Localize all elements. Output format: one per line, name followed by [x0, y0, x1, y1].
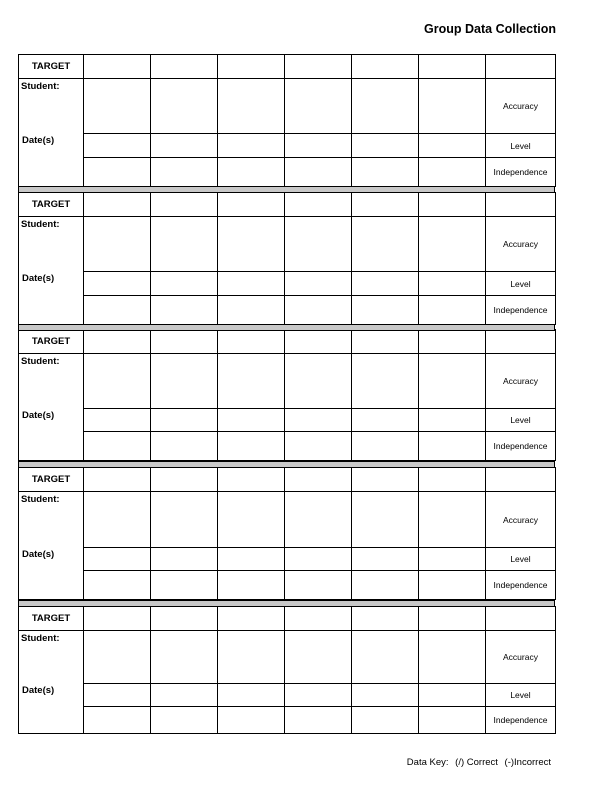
level-cell[interactable] — [419, 272, 486, 296]
accuracy-cell[interactable] — [352, 217, 419, 272]
independence-cell[interactable] — [419, 707, 486, 734]
level-cell[interactable] — [84, 409, 151, 432]
level-cell[interactable] — [352, 272, 419, 296]
accuracy-cell[interactable] — [218, 79, 285, 134]
target-cell[interactable] — [419, 330, 486, 354]
accuracy-cell[interactable] — [352, 492, 419, 548]
target-cell[interactable] — [486, 330, 556, 354]
level-cell[interactable] — [218, 134, 285, 158]
student-cell[interactable] — [19, 354, 84, 461]
independence-label: Independence — [486, 158, 556, 187]
data-key-label: Data Key: — [406, 757, 449, 768]
independence-cell[interactable] — [218, 158, 285, 187]
independence-cell[interactable] — [151, 432, 218, 461]
accuracy-cell[interactable] — [218, 492, 285, 548]
independence-cell[interactable] — [151, 158, 218, 187]
data-key — [403, 757, 551, 768]
student-label: Student: — [21, 356, 60, 367]
independence-label: Independence — [486, 707, 556, 734]
target-cell[interactable] — [151, 607, 218, 631]
target-label: TARGET — [19, 193, 84, 217]
target-cell[interactable] — [151, 468, 218, 492]
target-cell[interactable] — [151, 330, 218, 354]
target-cell[interactable] — [352, 330, 419, 354]
level-label: Level — [486, 134, 556, 158]
data-key-incorrect: (-)Incorrect — [504, 757, 551, 768]
independence-cell[interactable] — [84, 571, 151, 600]
accuracy-cell[interactable] — [218, 631, 285, 684]
dates-label: Date(s) — [22, 685, 55, 696]
accuracy-cell[interactable] — [285, 492, 352, 548]
level-cell[interactable] — [84, 272, 151, 296]
accuracy-cell[interactable] — [285, 631, 352, 684]
target-cell[interactable] — [84, 193, 151, 217]
level-label: Level — [486, 409, 556, 432]
level-cell[interactable] — [285, 684, 352, 707]
student-label: Student: — [21, 633, 60, 644]
data-key-correct: (/) Correct — [455, 757, 498, 768]
target-cell[interactable] — [419, 468, 486, 492]
level-cell[interactable] — [151, 134, 218, 158]
accuracy-cell[interactable] — [151, 631, 218, 684]
target-cell[interactable] — [218, 55, 285, 79]
target-cell[interactable] — [486, 468, 556, 492]
level-cell[interactable] — [84, 684, 151, 707]
independence-cell[interactable] — [352, 707, 419, 734]
independence-cell[interactable] — [285, 296, 352, 325]
level-cell[interactable] — [84, 134, 151, 158]
independence-cell[interactable] — [218, 432, 285, 461]
independence-cell[interactable] — [285, 707, 352, 734]
accuracy-cell[interactable] — [285, 79, 352, 134]
independence-cell[interactable] — [285, 158, 352, 187]
independence-cell[interactable] — [352, 432, 419, 461]
target-cell[interactable] — [486, 193, 556, 217]
level-cell[interactable] — [151, 272, 218, 296]
student-block — [18, 467, 555, 600]
independence-cell[interactable] — [84, 432, 151, 461]
accuracy-cell[interactable] — [419, 354, 486, 409]
target-cell[interactable] — [151, 55, 218, 79]
independence-cell[interactable] — [419, 432, 486, 461]
independence-label: Independence — [486, 296, 556, 325]
accuracy-cell[interactable] — [419, 492, 486, 548]
target-cell[interactable] — [218, 193, 285, 217]
section-divider — [18, 324, 555, 331]
level-cell[interactable] — [352, 409, 419, 432]
level-cell[interactable] — [151, 409, 218, 432]
target-label: TARGET — [19, 330, 84, 354]
level-cell[interactable] — [285, 134, 352, 158]
accuracy-cell[interactable] — [352, 354, 419, 409]
target-cell[interactable] — [84, 330, 151, 354]
target-cell[interactable] — [352, 607, 419, 631]
level-cell[interactable] — [419, 409, 486, 432]
level-cell[interactable] — [352, 548, 419, 571]
student-cell[interactable] — [19, 492, 84, 600]
student-label: Student: — [21, 219, 60, 230]
accuracy-cell[interactable] — [352, 631, 419, 684]
student-label: Student: — [21, 81, 60, 92]
target-cell[interactable] — [419, 193, 486, 217]
student-block — [18, 192, 555, 325]
level-cell[interactable] — [285, 548, 352, 571]
independence-cell[interactable] — [419, 296, 486, 325]
student-cell[interactable] — [19, 631, 84, 734]
level-cell[interactable] — [218, 684, 285, 707]
independence-cell[interactable] — [218, 707, 285, 734]
level-label: Level — [486, 272, 556, 296]
target-cell[interactable] — [419, 55, 486, 79]
target-cell[interactable] — [285, 193, 352, 217]
target-cell[interactable] — [84, 55, 151, 79]
independence-label: Independence — [486, 571, 556, 600]
target-cell[interactable] — [352, 193, 419, 217]
independence-cell[interactable] — [218, 571, 285, 600]
dates-label: Date(s) — [22, 273, 55, 284]
student-block — [18, 54, 555, 187]
level-label: Level — [486, 548, 556, 571]
section-divider — [18, 461, 555, 468]
target-cell[interactable] — [486, 55, 556, 79]
dates-label: Date(s) — [22, 549, 55, 560]
level-cell[interactable] — [285, 272, 352, 296]
accuracy-cell[interactable] — [419, 79, 486, 134]
independence-cell[interactable] — [84, 158, 151, 187]
independence-label: Independence — [486, 432, 556, 461]
accuracy-cell[interactable] — [151, 79, 218, 134]
accuracy-label: Accuracy — [486, 79, 556, 134]
independence-cell[interactable] — [151, 571, 218, 600]
target-cell[interactable] — [151, 193, 218, 217]
independence-cell[interactable] — [151, 707, 218, 734]
target-label: TARGET — [19, 55, 84, 79]
accuracy-cell[interactable] — [285, 217, 352, 272]
level-cell[interactable] — [84, 548, 151, 571]
accuracy-cell[interactable] — [151, 354, 218, 409]
accuracy-cell[interactable] — [151, 492, 218, 548]
accuracy-cell[interactable] — [285, 354, 352, 409]
target-cell[interactable] — [285, 330, 352, 354]
target-cell[interactable] — [285, 468, 352, 492]
target-cell[interactable] — [285, 607, 352, 631]
level-label: Level — [486, 684, 556, 707]
independence-cell[interactable] — [84, 707, 151, 734]
accuracy-cell[interactable] — [419, 631, 486, 684]
level-cell[interactable] — [218, 272, 285, 296]
accuracy-label: Accuracy — [486, 217, 556, 272]
level-cell[interactable] — [151, 548, 218, 571]
section-divider — [18, 186, 555, 193]
accuracy-cell[interactable] — [218, 217, 285, 272]
independence-cell[interactable] — [218, 296, 285, 325]
target-cell[interactable] — [419, 607, 486, 631]
accuracy-cell[interactable] — [84, 631, 151, 684]
target-cell[interactable] — [352, 468, 419, 492]
independence-cell[interactable] — [352, 158, 419, 187]
accuracy-label: Accuracy — [486, 354, 556, 409]
level-cell[interactable] — [285, 409, 352, 432]
page-title: Group Data Collection — [424, 22, 556, 36]
independence-cell[interactable] — [84, 296, 151, 325]
accuracy-cell[interactable] — [218, 354, 285, 409]
accuracy-cell[interactable] — [419, 217, 486, 272]
dates-label: Date(s) — [22, 410, 55, 421]
level-cell[interactable] — [151, 684, 218, 707]
student-block — [18, 329, 555, 461]
independence-cell[interactable] — [285, 571, 352, 600]
target-cell[interactable] — [218, 607, 285, 631]
target-cell[interactable] — [486, 607, 556, 631]
student-cell[interactable] — [19, 79, 84, 187]
target-cell[interactable] — [84, 468, 151, 492]
accuracy-label: Accuracy — [486, 492, 556, 548]
student-cell[interactable] — [19, 217, 84, 325]
level-cell[interactable] — [419, 134, 486, 158]
section-divider — [18, 600, 555, 607]
independence-cell[interactable] — [151, 296, 218, 325]
target-cell[interactable] — [218, 468, 285, 492]
accuracy-cell[interactable] — [151, 217, 218, 272]
accuracy-label: Accuracy — [486, 631, 556, 684]
target-cell[interactable] — [285, 55, 352, 79]
target-cell[interactable] — [352, 55, 419, 79]
level-cell[interactable] — [352, 134, 419, 158]
dates-label: Date(s) — [22, 135, 55, 146]
independence-cell[interactable] — [352, 571, 419, 600]
level-cell[interactable] — [419, 684, 486, 707]
independence-cell[interactable] — [285, 432, 352, 461]
accuracy-cell[interactable] — [84, 354, 151, 409]
level-cell[interactable] — [419, 548, 486, 571]
independence-cell[interactable] — [352, 296, 419, 325]
student-label: Student: — [21, 494, 60, 505]
accuracy-cell[interactable] — [84, 217, 151, 272]
target-cell[interactable] — [218, 330, 285, 354]
accuracy-cell[interactable] — [84, 79, 151, 134]
independence-cell[interactable] — [419, 571, 486, 600]
level-cell[interactable] — [218, 548, 285, 571]
student-block — [18, 606, 555, 734]
accuracy-cell[interactable] — [84, 492, 151, 548]
target-label: TARGET — [19, 468, 84, 492]
level-cell[interactable] — [352, 684, 419, 707]
accuracy-cell[interactable] — [352, 79, 419, 134]
target-label: TARGET — [19, 607, 84, 631]
target-cell[interactable] — [84, 607, 151, 631]
independence-cell[interactable] — [419, 158, 486, 187]
level-cell[interactable] — [218, 409, 285, 432]
